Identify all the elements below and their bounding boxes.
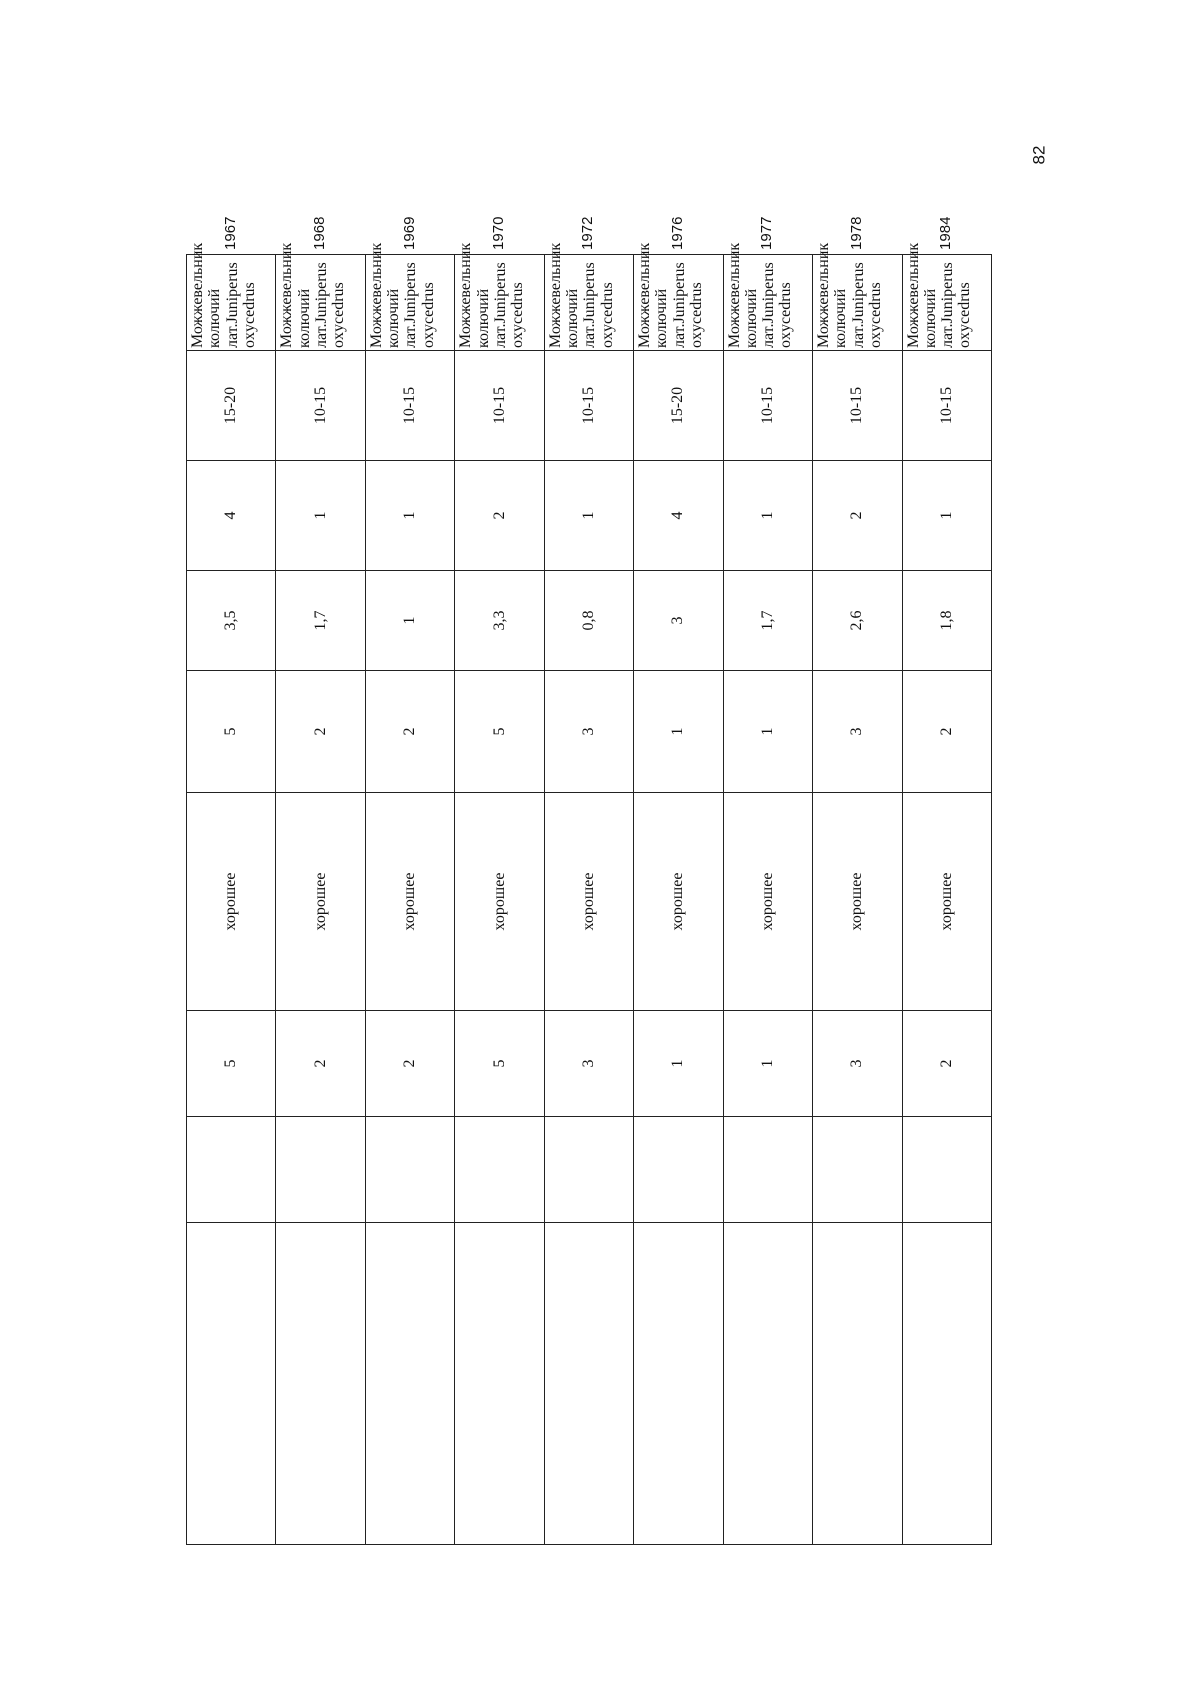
value-cell-c5: хорошее xyxy=(187,793,276,1011)
species-line: колючий xyxy=(653,288,671,348)
table-row xyxy=(634,213,723,1545)
species-cell xyxy=(634,242,723,351)
species-line: колючий xyxy=(474,288,492,348)
table-row xyxy=(365,213,454,1545)
species-line: oxycedrus xyxy=(509,282,527,348)
value-cell-c7 xyxy=(902,1117,992,1223)
value-cell-c6: 2 xyxy=(902,1011,992,1117)
year-cell: 1976 xyxy=(634,213,723,255)
value-cell-c8 xyxy=(634,1223,723,1545)
species-line: колючий xyxy=(295,288,313,348)
value-cell-c5: хорошее xyxy=(455,793,544,1011)
table-row xyxy=(902,213,992,1545)
value-cell-c1: 10-15 xyxy=(813,351,902,461)
species-line: Можжевельник xyxy=(189,242,206,348)
species-cell xyxy=(813,242,902,351)
value-cell-c2: 2 xyxy=(813,461,902,571)
value-cell-c7 xyxy=(723,1117,812,1223)
value-cell-c4: 5 xyxy=(187,671,276,793)
species-line: лат.Juniperus xyxy=(939,262,957,348)
value-cell-c1: 10-15 xyxy=(544,351,633,461)
species-cell xyxy=(902,242,992,351)
value-cell-c4: 3 xyxy=(544,671,633,793)
species-line: Можжевельник xyxy=(815,242,833,348)
table-row xyxy=(187,213,276,1545)
value-cell-c8 xyxy=(902,1223,992,1545)
value-cell-c3: 1,8 xyxy=(902,571,992,671)
species-line: лат.Juniperus xyxy=(849,262,867,348)
value-cell-c6: 3 xyxy=(813,1011,902,1117)
species-line: лат.Juniperus xyxy=(760,262,778,348)
page-number: 82 xyxy=(1029,145,1049,165)
year-cell: 1967 xyxy=(187,213,276,255)
species-line: oxycedrus xyxy=(687,282,705,348)
value-cell-c4: 2 xyxy=(276,671,365,793)
species-line: лат.Juniperus xyxy=(312,262,330,348)
table-row xyxy=(276,213,365,1545)
value-cell-c5: хорошее xyxy=(723,793,812,1011)
value-cell-c6: 3 xyxy=(544,1011,633,1117)
species-cell xyxy=(544,242,633,351)
table-row xyxy=(813,213,902,1545)
table-row xyxy=(544,213,633,1545)
value-cell-c3: 3,3 xyxy=(455,571,544,671)
tree-inventory-table xyxy=(186,213,992,1545)
value-cell-c3: 1,7 xyxy=(723,571,812,671)
value-cell-c4: 1 xyxy=(634,671,723,793)
value-cell-c3: 3,5 xyxy=(187,571,276,671)
value-cell-c2: 2 xyxy=(455,461,544,571)
species-line: лат.Juniperus xyxy=(670,262,688,348)
value-cell-c4: 3 xyxy=(813,671,902,793)
year-cell: 1969 xyxy=(365,213,454,255)
value-cell-c8 xyxy=(544,1223,633,1545)
value-cell-c8 xyxy=(723,1223,812,1545)
value-cell-c2: 1 xyxy=(723,461,812,571)
species-line: oxycedrus xyxy=(956,282,974,348)
value-cell-c7 xyxy=(365,1117,454,1223)
species-line: колючий xyxy=(385,288,403,348)
value-cell-c5: хорошее xyxy=(634,793,723,1011)
year-cell: 1978 xyxy=(813,213,902,255)
species-line: Можжевельник xyxy=(725,242,743,348)
species-line: лат.Juniperus xyxy=(223,262,241,348)
value-cell-c1: 10-15 xyxy=(276,351,365,461)
species-line: Можжевельник xyxy=(278,242,296,348)
table-row xyxy=(723,213,812,1545)
species-cell xyxy=(187,242,276,351)
value-cell-c2: 1 xyxy=(365,461,454,571)
value-cell-c1: 10-15 xyxy=(723,351,812,461)
value-cell-c3: 1 xyxy=(365,571,454,671)
species-line: колючий xyxy=(832,288,850,348)
value-cell-c8 xyxy=(813,1223,902,1545)
value-cell-c1: 10-15 xyxy=(902,351,992,461)
species-line: Можжевельник xyxy=(904,242,922,348)
value-cell-c6: 5 xyxy=(187,1011,276,1117)
species-line: колючий xyxy=(921,288,939,348)
year-cell: 1968 xyxy=(276,213,365,255)
value-cell-c3: 0,8 xyxy=(544,571,633,671)
value-cell-c8 xyxy=(276,1223,365,1545)
value-cell-c1: 10-15 xyxy=(455,351,544,461)
value-cell-c2: 1 xyxy=(902,461,992,571)
value-cell-c7 xyxy=(544,1117,633,1223)
value-cell-c2: 1 xyxy=(276,461,365,571)
species-line: oxycedrus xyxy=(330,282,348,348)
species-cell xyxy=(455,242,544,351)
species-line: oxycedrus xyxy=(240,282,258,348)
value-cell-c3: 3 xyxy=(634,571,723,671)
species-line: Можжевельник xyxy=(636,242,654,348)
year-cell: 1970 xyxy=(455,213,544,255)
value-cell-c3: 2,6 xyxy=(813,571,902,671)
value-cell-c5: хорошее xyxy=(902,793,992,1011)
value-cell-c6: 1 xyxy=(634,1011,723,1117)
species-cell xyxy=(365,242,454,351)
species-line: колючий xyxy=(742,288,760,348)
species-line: лат.Juniperus xyxy=(581,262,599,348)
value-cell-c4: 5 xyxy=(455,671,544,793)
value-cell-c6: 1 xyxy=(723,1011,812,1117)
value-cell-c5: хорошее xyxy=(813,793,902,1011)
value-cell-c2: 1 xyxy=(544,461,633,571)
value-cell-c7 xyxy=(276,1117,365,1223)
value-cell-c2: 4 xyxy=(634,461,723,571)
value-cell-c3: 1,7 xyxy=(276,571,365,671)
species-line: лат.Juniperus xyxy=(491,262,509,348)
value-cell-c6: 5 xyxy=(455,1011,544,1117)
species-line: oxycedrus xyxy=(419,282,437,348)
value-cell-c8 xyxy=(365,1223,454,1545)
species-line: Можжевельник xyxy=(367,242,385,348)
value-cell-c5: хорошее xyxy=(276,793,365,1011)
value-cell-c1: 15-20 xyxy=(187,351,276,461)
value-cell-c7 xyxy=(455,1117,544,1223)
species-line: колючий xyxy=(564,288,582,348)
value-cell-c8 xyxy=(187,1223,276,1545)
value-cell-c4: 2 xyxy=(365,671,454,793)
value-cell-c4: 2 xyxy=(902,671,992,793)
value-cell-c5: хорошее xyxy=(365,793,454,1011)
value-cell-c5: хорошее xyxy=(544,793,633,1011)
species-line: лат.Juniperus xyxy=(402,262,420,348)
table-row xyxy=(455,213,544,1545)
species-cell xyxy=(723,242,812,351)
value-cell-c4: 1 xyxy=(723,671,812,793)
species-line: колючий xyxy=(206,288,224,348)
value-cell-c7 xyxy=(634,1117,723,1223)
value-cell-c2: 4 xyxy=(187,461,276,571)
species-line: Можжевельник xyxy=(457,242,475,348)
value-cell-c8 xyxy=(455,1223,544,1545)
year-cell: 1972 xyxy=(544,213,633,255)
year-cell: 1977 xyxy=(723,213,812,255)
value-cell-c7 xyxy=(813,1117,902,1223)
value-cell-c6: 2 xyxy=(365,1011,454,1117)
year-cell: 1984 xyxy=(902,213,992,255)
species-line: oxycedrus xyxy=(866,282,884,348)
species-line: Можжевельник xyxy=(546,242,564,348)
value-cell-c1: 15-20 xyxy=(634,351,723,461)
species-line: oxycedrus xyxy=(777,282,795,348)
value-cell-c1: 10-15 xyxy=(365,351,454,461)
species-cell xyxy=(276,242,365,351)
species-line: oxycedrus xyxy=(598,282,616,348)
value-cell-c7 xyxy=(187,1117,276,1223)
value-cell-c6: 2 xyxy=(276,1011,365,1117)
